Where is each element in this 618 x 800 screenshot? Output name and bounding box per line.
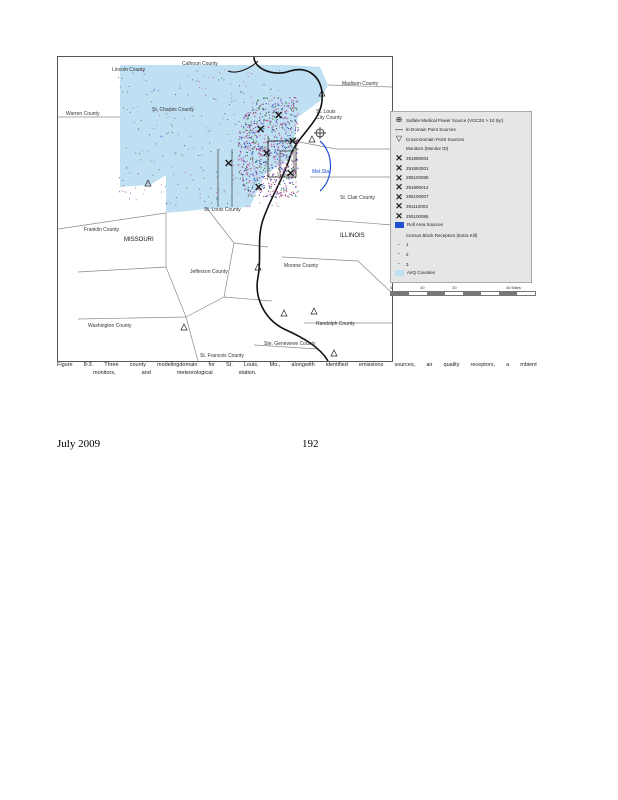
caption-line-2 xyxy=(57,369,537,377)
caption-word: monitors, xyxy=(93,370,116,376)
dot-icon: · xyxy=(397,239,401,249)
legend-item-label: 291890014 xyxy=(406,184,429,190)
legend-item xyxy=(395,202,428,210)
figure-caption xyxy=(57,361,537,377)
caption-word: county xyxy=(129,362,146,368)
caption-word: sources, xyxy=(394,362,416,368)
legend-item xyxy=(395,250,409,258)
legend-item-label: 295100007 xyxy=(406,194,429,200)
point-source-triangle xyxy=(311,308,317,314)
legend-item-label: Monitors (Monitor ID) xyxy=(406,146,449,152)
legend-item xyxy=(395,174,429,182)
blank-icon xyxy=(395,145,403,153)
legend-item xyxy=(395,145,448,153)
map-legend xyxy=(390,111,532,283)
legend-item xyxy=(395,183,429,191)
monitor-x-icon: ✕ xyxy=(395,201,403,212)
monitor-x-icon: ✕ xyxy=(395,182,403,193)
label-franklin: Franklin County xyxy=(84,227,120,233)
light-blue-swatch-icon xyxy=(395,270,404,276)
caption-word: alongwith xyxy=(291,362,315,368)
label-st-francois: St. Francois County xyxy=(200,353,244,359)
caption-word: meteorological xyxy=(176,370,213,376)
caption-word: station. xyxy=(238,370,257,376)
blue-swatch-icon xyxy=(395,222,404,228)
legend-item xyxy=(395,222,443,228)
label-st-louis-city: St. Louis City County xyxy=(316,109,342,121)
legend-item xyxy=(395,154,429,162)
scale-tick-40: 40 Miles xyxy=(506,285,521,290)
label-met-station: Met.Sta. xyxy=(312,169,331,175)
caption-word: Mo., xyxy=(269,362,281,368)
monitor-x-mark: ✕ xyxy=(274,110,284,122)
label-warren: Warren County xyxy=(66,111,100,117)
legend-item xyxy=(395,116,503,124)
caption-line-1 xyxy=(57,361,537,369)
caption-word: for xyxy=(208,362,215,368)
monitor-x-mark: ✕ xyxy=(224,158,234,170)
monitor-x-icon: ✕ xyxy=(395,211,403,221)
caption-word: 8-3. xyxy=(83,362,94,368)
point-source-triangle xyxy=(281,310,287,316)
caption-word: Louis, xyxy=(243,362,259,368)
legend-item xyxy=(395,164,429,172)
footer-date: July 2009 xyxy=(57,438,101,450)
monitor-x-mark: ✕ xyxy=(262,148,272,160)
caption-word: air xyxy=(426,362,433,368)
caption-word: Figure xyxy=(57,362,73,368)
label-randolph: Randolph County xyxy=(316,321,355,327)
caption-word: quality xyxy=(443,362,460,368)
legend-item xyxy=(395,126,456,134)
line-icon: — xyxy=(395,124,403,134)
legend-item xyxy=(395,212,429,220)
caption-word: mbient xyxy=(520,362,537,368)
legend-item xyxy=(395,241,409,249)
label-jefferson: Jefferson County xyxy=(190,269,228,275)
point-source-triangle xyxy=(309,136,315,142)
label-missouri: MISSOURI xyxy=(124,237,154,243)
legend-item-label: 3 xyxy=(406,261,409,267)
label-st-louis: St. Louis County xyxy=(204,207,241,213)
caption-word: and xyxy=(141,370,151,376)
dot-icon: · xyxy=(397,249,401,259)
point-source-triangle xyxy=(181,324,187,330)
legend-item-label: 1 xyxy=(406,242,409,248)
scale-bar-graphic xyxy=(390,291,536,296)
scale-tick-0: 0 xyxy=(390,285,393,290)
label-ste-genevieve: Ste. Genevieve County xyxy=(264,341,316,347)
caption-word: a xyxy=(506,362,510,368)
legend-item-label: 291893001 xyxy=(406,165,429,171)
legend-item-label: 291110003 xyxy=(406,203,428,209)
legend-item-label: 291890004 xyxy=(406,155,429,161)
monitor-x-icon: ✕ xyxy=(395,153,403,164)
label-monroe: Monroe County xyxy=(284,263,319,269)
legend-item xyxy=(395,260,409,268)
legend-item-label: Cross-Domain Point Sources xyxy=(406,136,465,142)
legend-item-label: ln-Domain Point Sources xyxy=(406,127,456,133)
label-st-charles: St. Charles County xyxy=(152,107,194,113)
legend-item-label: 2 xyxy=(406,251,409,257)
point-source-triangle xyxy=(331,350,337,356)
label-st-clair: St. Clair County xyxy=(340,195,376,201)
label-washington: Washington County xyxy=(88,323,132,329)
modeling-domain-map xyxy=(57,56,393,362)
legend-item-label: Roll Area Sources xyxy=(407,222,444,228)
caption-word: receptors, xyxy=(470,362,496,368)
crosshair-icon: ⊕ xyxy=(395,115,403,124)
monitor-x-icon: ✕ xyxy=(395,172,403,183)
blank-icon xyxy=(395,231,403,239)
legend-item-label: Sulfate Medical Power Source (VOC2S > 10 t/yr) xyxy=(406,117,504,123)
triangle-icon: ▽ xyxy=(395,134,403,144)
legend-item xyxy=(395,270,435,276)
label-lincoln: Lincoln County xyxy=(112,67,146,73)
monitor-x-mark: ✕ xyxy=(254,182,264,194)
monitor-x-mark: ✕ xyxy=(256,124,266,136)
legend-item-label: Census Block Receptors (Extra Kill) xyxy=(406,232,478,238)
legend-item xyxy=(395,231,477,239)
label-illinois: ILLINOIS xyxy=(340,233,365,239)
monitor-x-icon: ✕ xyxy=(395,163,403,173)
caption-word: identified xyxy=(325,362,348,368)
scale-tick-20: 20 xyxy=(452,285,457,290)
legend-item-label: AirQ Counties xyxy=(407,270,436,276)
page-number: 192 xyxy=(302,438,319,450)
label-madison: Madison County xyxy=(342,81,379,87)
caption-word: emissions xyxy=(358,362,384,368)
monitor-x-icon: ✕ xyxy=(395,191,403,202)
scale-bar xyxy=(390,285,534,298)
caption-word: Three xyxy=(104,362,119,368)
legend-item-label: 295100086 xyxy=(406,213,429,219)
legend-item xyxy=(395,135,464,143)
legend-item xyxy=(395,193,429,201)
scale-tick-10: 10 xyxy=(420,285,425,290)
caption-word: modelingdomain xyxy=(157,362,198,368)
domain-shading xyxy=(120,65,292,213)
dot-icon: · xyxy=(397,259,401,268)
label-calhoun: Calhoun County xyxy=(182,61,218,67)
monitor-x-mark: ✕ xyxy=(288,136,298,148)
caption-word: St. xyxy=(226,362,233,368)
monitor-x-mark: ✕ xyxy=(286,168,296,180)
legend-item-label: 295100085 xyxy=(406,175,429,181)
